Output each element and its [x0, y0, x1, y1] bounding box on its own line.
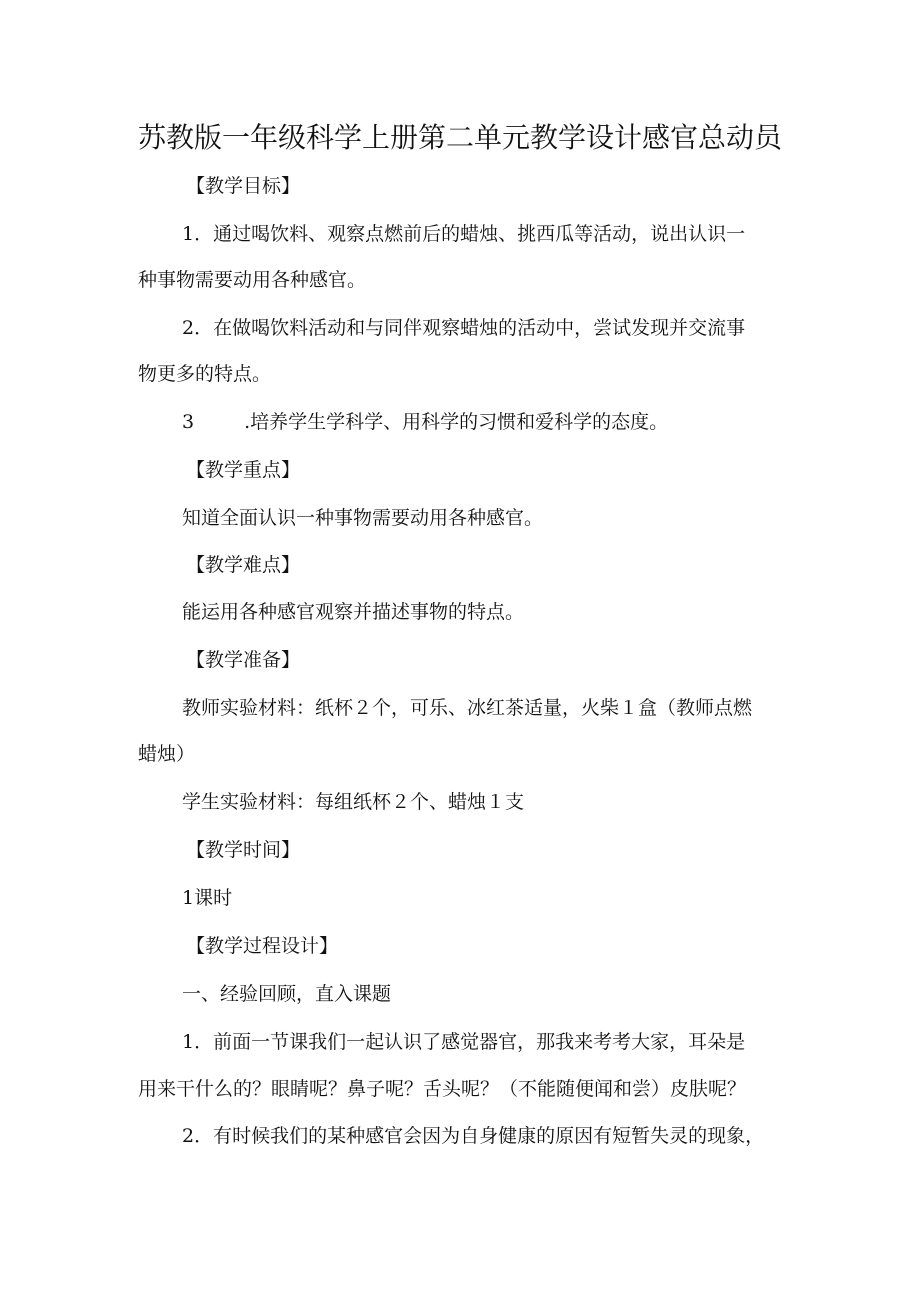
objective-2-line-1: 2．在做喝饮料活动和与同伴观察蜡烛的活动中，尝试发现并交流事	[182, 317, 746, 339]
objective-2-line-2: 物更多的特点。	[138, 363, 272, 385]
time-heading: 【教学时间】	[186, 839, 301, 861]
part-1-heading: 一、经验回顾，直入课题	[182, 983, 392, 1005]
objective-3-number: 3	[182, 411, 195, 433]
key-points-heading: 【教学重点】	[186, 459, 301, 481]
objective-1-line-1: 1．通过喝饮料、观察点燃前后的蜡烛、挑西瓜等活动，说出认识一	[182, 223, 746, 245]
preparation-teacher-line-1: 教师实验材料：纸杯２个，可乐、冰红茶适量，火柴１盒（教师点燃	[182, 697, 753, 719]
objective-3	[182, 408, 668, 436]
time-text: 1课时	[182, 887, 233, 909]
objective-1-line-2: 种事物需要动用各种感官。	[138, 269, 367, 291]
step-1-line-1: 1．前面一节课我们一起认识了感觉器官，那我来考考大家，耳朵是	[182, 1031, 746, 1053]
objective-3-text: .培养学生学科学、用科学的习惯和爱科学的态度。	[244, 411, 669, 433]
preparation-heading: 【教学准备】	[186, 649, 301, 671]
key-points-text: 知道全面认识一种事物需要动用各种感官。	[182, 507, 544, 529]
step-2-line-1: 2．有时候我们的某种感官会因为自身健康的原因有短暂失灵的现象，	[182, 1125, 765, 1147]
process-heading: 【教学过程设计】	[186, 935, 339, 957]
document-title: 苏教版一年级科学上册第二单元教学设计感官总动员	[137, 121, 782, 154]
difficulty-heading: 【教学难点】	[186, 554, 301, 576]
objectives-heading: 【教学目标】	[186, 175, 301, 197]
difficulty-text: 能运用各种感官观察并描述事物的特点。	[182, 601, 525, 623]
step-1-line-2: 用来干什么的？眼睛呢？鼻子呢？舌头呢？（不能随便闻和尝）皮肤呢？	[138, 1078, 747, 1100]
preparation-teacher-line-2: 蜡烛）	[138, 743, 196, 765]
preparation-student: 学生实验材料：每组纸杯２个、蜡烛１支	[182, 791, 525, 813]
